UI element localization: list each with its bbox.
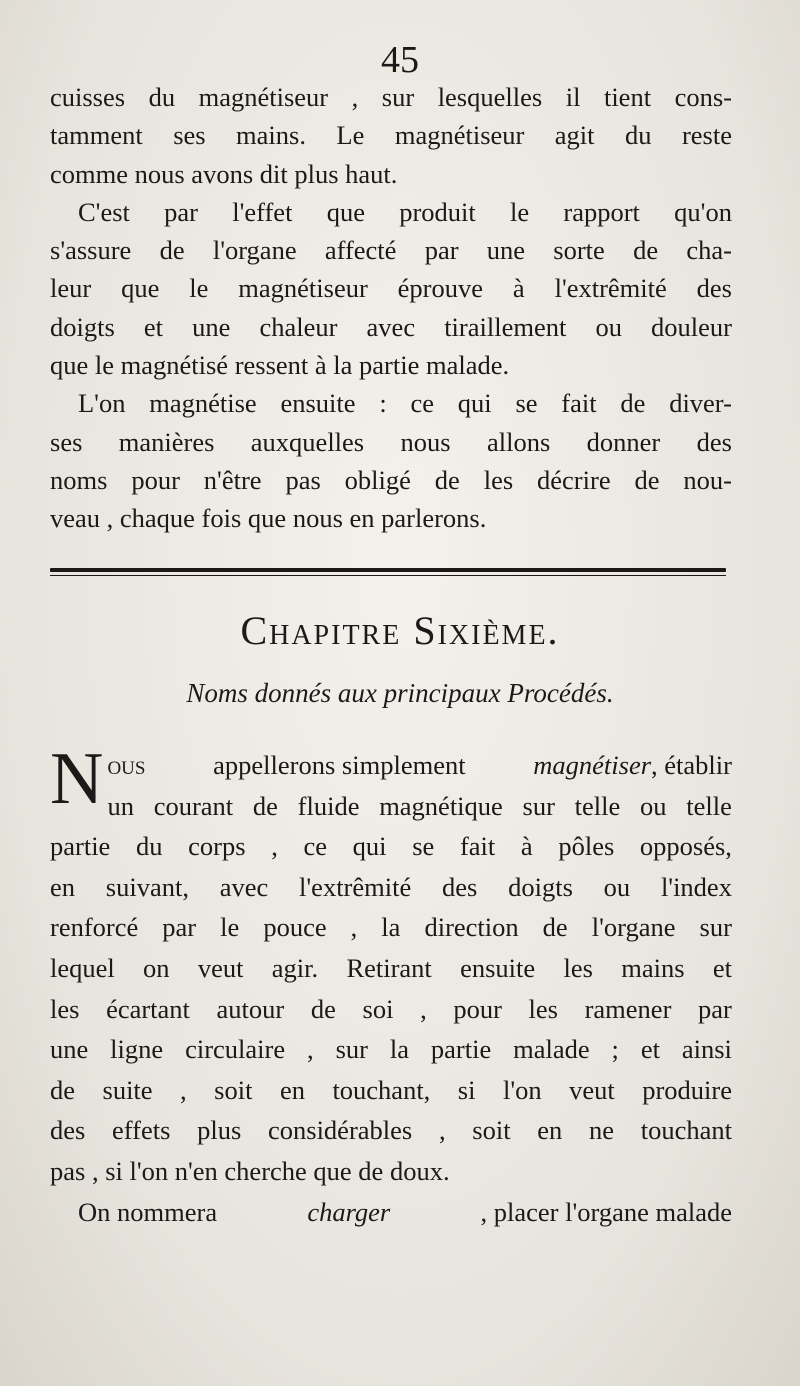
text-line: [50, 231, 732, 269]
word: une: [50, 1034, 89, 1065]
word: par: [164, 196, 198, 227]
section-divider: [50, 568, 726, 572]
word: une: [486, 235, 526, 266]
word: considérables: [268, 1115, 413, 1146]
word: produit: [399, 196, 476, 227]
word: ,: [351, 82, 359, 112]
word: ou: [595, 311, 622, 342]
word: ses: [50, 426, 83, 457]
text-line: comme nous avons dit plus haut.: [50, 158, 398, 189]
word: courant: [153, 790, 234, 821]
word: du: [135, 831, 163, 862]
word: si: [457, 1074, 476, 1105]
word: qui: [457, 388, 492, 419]
word: renforcé: [50, 912, 139, 943]
word: magnétise: [149, 388, 257, 419]
text-line: [50, 1110, 732, 1151]
word: nou-: [683, 464, 732, 495]
word: des: [696, 426, 732, 457]
drop-cap: N: [50, 738, 104, 820]
text-span: , placer l'organe malade: [480, 1196, 732, 1227]
word: auxquelles: [250, 426, 365, 457]
text-span: On nommera: [78, 1196, 218, 1227]
word: soi: [362, 993, 394, 1024]
word: L'on: [78, 388, 126, 419]
word: malade: [513, 1034, 590, 1065]
text-line: [50, 989, 732, 1030]
word: chaleur: [259, 311, 338, 342]
word: l'on: [502, 1074, 542, 1105]
word: du: [625, 120, 652, 151]
word: de: [159, 235, 185, 266]
word: direction: [424, 912, 519, 943]
word: avec: [219, 871, 269, 902]
word: qu'on: [674, 196, 732, 227]
word: manières: [118, 426, 215, 457]
word: décrire: [537, 464, 611, 495]
text-line: [50, 1070, 732, 1111]
text-line: [107, 745, 732, 786]
chapter-text: [50, 738, 732, 1232]
small-caps-word: ous: [107, 750, 146, 780]
word: donner: [586, 426, 661, 457]
word: sur: [335, 1034, 368, 1065]
text-line: [50, 269, 732, 307]
word: l'effet: [232, 196, 293, 227]
text-line: [50, 423, 732, 461]
word: fait: [459, 831, 496, 862]
word: fluide: [297, 790, 360, 821]
word: une: [192, 311, 231, 342]
word: le: [189, 273, 209, 304]
word: sur: [699, 912, 732, 943]
word: en: [50, 871, 76, 902]
intro-text: [50, 78, 732, 538]
word: magnétiseur: [394, 120, 525, 151]
word: ne: [588, 1115, 614, 1146]
word: effets: [112, 1115, 171, 1146]
word: n'être: [203, 464, 262, 495]
word: du: [148, 82, 176, 112]
word: agit: [554, 120, 595, 151]
word: on: [143, 952, 170, 983]
word: en: [537, 1115, 563, 1146]
word: leur: [50, 273, 92, 304]
word: l'organe: [212, 235, 297, 266]
word: circulaire: [185, 1034, 286, 1065]
word: obligé: [344, 464, 411, 495]
text-line: [50, 867, 732, 908]
word: telle: [686, 790, 732, 821]
word: des: [50, 1115, 86, 1146]
word: agir.: [271, 952, 319, 983]
word: de: [634, 464, 660, 495]
word: l'index: [660, 871, 732, 902]
word: cons-: [674, 82, 732, 112]
italic-term: charger: [307, 1196, 391, 1227]
word: ,: [420, 993, 427, 1024]
word: les: [528, 993, 558, 1024]
text-line: [50, 1029, 732, 1070]
word: ce: [303, 831, 328, 862]
word: ce: [410, 388, 434, 419]
word: ses: [173, 120, 206, 151]
word: ligne: [110, 1034, 164, 1065]
word: de: [620, 388, 646, 419]
word: mains.: [236, 120, 306, 151]
word: l'organe: [591, 912, 676, 943]
word: partie: [50, 831, 111, 862]
word: de: [434, 464, 460, 495]
text-span: , établir: [651, 750, 732, 780]
word: se: [515, 388, 538, 419]
word: les: [50, 993, 80, 1024]
word: et: [640, 1034, 660, 1065]
text-line: [50, 907, 732, 948]
word: pour: [453, 993, 502, 1024]
word: par: [162, 912, 197, 943]
word: de: [542, 912, 568, 943]
word: un: [107, 790, 134, 821]
word: lesquelles: [437, 82, 543, 112]
word: les: [483, 464, 514, 495]
word: soit: [214, 1074, 253, 1105]
word: affecté: [324, 235, 397, 266]
word: en: [279, 1074, 305, 1105]
word: ou: [640, 790, 667, 821]
word: allons: [486, 426, 551, 457]
word: ,: [438, 1115, 446, 1146]
word: ,: [307, 1034, 314, 1065]
word: ramener: [584, 993, 672, 1024]
word: pour: [131, 464, 180, 495]
word: ,: [180, 1074, 187, 1105]
text-line: [50, 78, 732, 116]
text-line: [50, 193, 732, 231]
word: diver-: [669, 388, 732, 419]
word: qui: [352, 831, 387, 862]
word: ,: [350, 912, 358, 943]
word: nous: [400, 426, 451, 457]
word: se: [412, 831, 435, 862]
word: que: [326, 196, 365, 227]
word: pas: [285, 464, 321, 495]
chapter-subtitle: Noms donnés aux principaux Procédés.: [186, 678, 614, 708]
word: lequel: [50, 952, 115, 983]
word: éprouve: [397, 273, 484, 304]
word: magnétiseur: [238, 273, 368, 304]
word: de: [310, 993, 336, 1024]
word: de: [50, 1074, 76, 1105]
word: à: [520, 831, 533, 862]
page-number: 45: [381, 39, 419, 81]
word: Le: [336, 120, 365, 151]
word: tient: [603, 82, 652, 112]
word: avec: [366, 311, 416, 342]
word: par: [698, 993, 732, 1024]
text-line: pas , si l'on n'en cherche que de doux.: [50, 1155, 450, 1186]
word: touchant: [640, 1115, 732, 1146]
word: et: [143, 311, 164, 342]
text-line: veau , chaque fois que nous en parlerons.: [50, 503, 487, 534]
word: partie: [430, 1034, 492, 1065]
word: fait: [561, 388, 597, 419]
word: par: [424, 235, 459, 266]
word: tamment: [50, 120, 143, 151]
word: rapport: [563, 196, 640, 227]
word: suivant,: [105, 871, 189, 902]
word: :: [379, 388, 387, 419]
word: ,: [271, 831, 278, 862]
word: doigts: [508, 871, 573, 902]
word: et: [712, 952, 732, 983]
word: sur: [522, 790, 555, 821]
text-span: appellerons simplement: [213, 750, 466, 780]
word: l'extrêmité: [554, 273, 667, 304]
word: veut: [197, 952, 244, 983]
word: mains: [621, 952, 685, 983]
word: des: [696, 273, 732, 304]
word: la: [389, 1034, 409, 1065]
word: produire: [642, 1074, 732, 1105]
text-line: [50, 308, 732, 346]
word: reste: [681, 120, 732, 151]
text-line: [50, 826, 732, 867]
word: ensuite: [460, 952, 536, 983]
italic-term: magnétiser: [533, 750, 652, 780]
word: plus: [197, 1115, 242, 1146]
word: que: [121, 273, 160, 304]
text-line: [50, 116, 732, 154]
word: pôles: [558, 831, 615, 862]
word: Retirant: [346, 952, 432, 983]
word: cuisses: [50, 82, 126, 112]
word: noms: [50, 464, 108, 495]
text-line: [50, 384, 732, 422]
text-line: [50, 1192, 732, 1233]
word: ensuite: [280, 388, 356, 419]
word: de: [633, 235, 659, 266]
word: s'assure: [50, 235, 132, 266]
text-line: [107, 786, 732, 827]
word: C'est: [78, 196, 130, 227]
word: magnétique: [379, 790, 503, 821]
word: sorte: [553, 235, 605, 266]
word: le: [220, 912, 240, 943]
word: telle: [574, 790, 621, 821]
text-line: [50, 461, 732, 499]
word: opposés,: [639, 831, 732, 862]
word: autour: [216, 993, 285, 1024]
word: ;: [611, 1034, 619, 1065]
word: touchant,: [332, 1074, 431, 1105]
word: suite: [102, 1074, 153, 1105]
word: soit: [472, 1115, 511, 1146]
word: écartant: [106, 993, 190, 1024]
word: les: [563, 952, 593, 983]
word: des: [442, 871, 478, 902]
word: à: [512, 273, 525, 304]
word: magnétiseur: [198, 82, 329, 112]
text-line: que le magnétisé ressent à la partie malade.: [50, 350, 510, 381]
word: pouce: [263, 912, 327, 943]
word: l'extrêmité: [299, 871, 412, 902]
word: ainsi: [681, 1034, 732, 1065]
word: la: [381, 912, 401, 943]
word: ou: [603, 871, 631, 902]
word: sur: [381, 82, 415, 112]
word: cha-: [686, 235, 732, 266]
text-line: [50, 948, 732, 989]
word: veut: [569, 1074, 615, 1105]
word: corps: [188, 831, 246, 862]
word: il: [565, 82, 581, 112]
word: le: [510, 196, 530, 227]
word: de: [252, 790, 278, 821]
chapter-title: Chapitre Sixième.: [240, 608, 560, 653]
word: doigts: [50, 311, 115, 342]
word: tiraillement: [444, 311, 567, 342]
word: douleur: [651, 311, 732, 342]
